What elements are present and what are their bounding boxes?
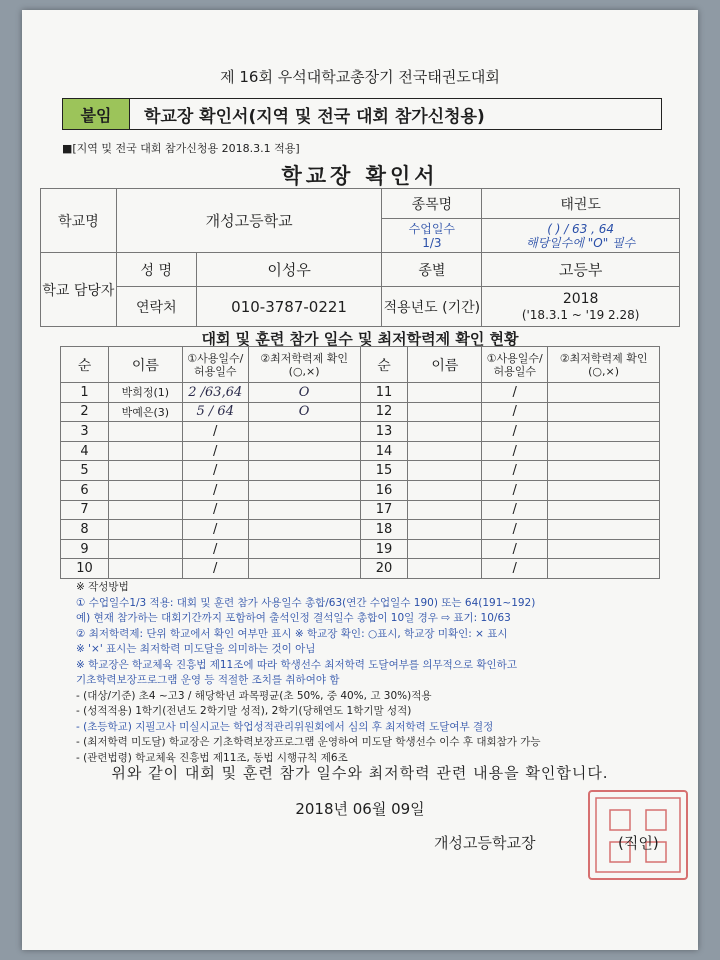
issue-date: 2018년 06월 09일 bbox=[295, 800, 425, 818]
event-label: 종목명 bbox=[382, 189, 482, 219]
row-check bbox=[248, 480, 360, 500]
row-days: / bbox=[482, 539, 548, 559]
row-number: 9 bbox=[61, 539, 109, 559]
class-days-label-1: 수업일수 bbox=[408, 221, 456, 236]
row-name bbox=[108, 422, 182, 442]
contact-label: 연락처 bbox=[116, 287, 196, 327]
row-days: / bbox=[482, 559, 548, 579]
table-row bbox=[61, 461, 660, 481]
instruction-line: - (관련법령) 학교체육 진흥법 제11조, 동법 시행규칙 제6조 bbox=[76, 751, 348, 764]
class-days-value bbox=[482, 219, 680, 253]
row-check bbox=[548, 461, 660, 481]
row-check bbox=[548, 559, 660, 579]
col-check-2: ②최저학력제 확인(○,×) bbox=[548, 347, 660, 383]
col-days-2: ①사용일수/ 허용일수 bbox=[482, 347, 548, 383]
row-number: 3 bbox=[61, 422, 109, 442]
document-paper bbox=[22, 10, 698, 950]
row-days: / bbox=[482, 480, 548, 500]
section-title: 대회 및 훈련 참가 일수 및 최저학력제 확인 현황 bbox=[201, 330, 519, 348]
row-name bbox=[408, 559, 482, 579]
col-name-2: 이름 bbox=[408, 347, 482, 383]
row-number: 2 bbox=[61, 402, 109, 422]
row-name bbox=[108, 520, 182, 540]
row-name bbox=[408, 383, 482, 403]
row-number: 18 bbox=[360, 520, 408, 540]
row-check bbox=[248, 520, 360, 540]
row-name bbox=[408, 422, 482, 442]
attachment-badge: 붙임 bbox=[63, 99, 130, 129]
staff-label: 학교 담당자 bbox=[41, 253, 117, 327]
table-row bbox=[61, 441, 660, 461]
col-name: 이름 bbox=[108, 347, 182, 383]
event-title: 제 16회 우석대학교총장기 전국태권도대회 bbox=[220, 68, 500, 86]
participation-table bbox=[60, 346, 660, 579]
table-body bbox=[61, 383, 660, 579]
row-check bbox=[548, 480, 660, 500]
row-days: / bbox=[482, 500, 548, 520]
info-table bbox=[40, 188, 680, 327]
event-value: 태권도 bbox=[482, 189, 680, 219]
row-check bbox=[248, 441, 360, 461]
row-name bbox=[408, 500, 482, 520]
table-row bbox=[61, 480, 660, 500]
row-check bbox=[548, 500, 660, 520]
row-number: 13 bbox=[360, 422, 408, 442]
instruction-line: - (성적적용) 1학기(전년도 2학기말 성적), 2학기(당해연도 1학기말 성적) bbox=[76, 705, 412, 717]
row-number: 11 bbox=[360, 383, 408, 403]
year-cell bbox=[482, 287, 680, 327]
year-label: 적용년도 (기간) bbox=[382, 287, 482, 327]
name-value: 이성우 bbox=[196, 253, 382, 287]
row-days: / bbox=[482, 402, 548, 422]
row-name bbox=[408, 480, 482, 500]
row-check bbox=[548, 402, 660, 422]
col-no-2: 순 bbox=[360, 347, 408, 383]
row-number: 8 bbox=[61, 520, 109, 540]
row-name bbox=[108, 559, 182, 579]
table-row bbox=[61, 383, 660, 403]
division-label: 종별 bbox=[382, 253, 482, 287]
principal-name: 개성고등학교장 bbox=[434, 834, 536, 852]
row-check: O bbox=[248, 383, 360, 403]
row-days: / bbox=[482, 520, 548, 540]
row-check bbox=[548, 422, 660, 442]
school-name: 개성고등학교 bbox=[116, 189, 382, 253]
row-check: O bbox=[248, 402, 360, 422]
row-days: 2 /63,64 bbox=[182, 383, 248, 403]
table-row bbox=[61, 402, 660, 422]
row-check bbox=[248, 422, 360, 442]
col-days: ①사용일수/ 허용일수 bbox=[182, 347, 248, 383]
instruction-line: ※ 학교장은 학교체육 진흥법 제11조에 따라 학생선수 최저학력 도달여부를 의무적으로 확인하고 bbox=[76, 658, 517, 671]
row-name bbox=[408, 461, 482, 481]
instruction-line: 예) 현재 참가하는 대회기간까지 포함하여 출석인정 결석일수 총합이 10일 경우 ⇨ 표기: 10/63 bbox=[76, 612, 511, 624]
row-number: 4 bbox=[61, 441, 109, 461]
row-number: 14 bbox=[360, 441, 408, 461]
instruction-line: ※ 작성방법 bbox=[76, 581, 129, 593]
row-number: 16 bbox=[360, 480, 408, 500]
year-period: ('18.3.1 ~ '19 2.28) bbox=[521, 307, 640, 322]
row-days: / bbox=[182, 520, 248, 540]
instruction-line: ① 수업일수1/3 적용: 대회 및 훈련 참가 사용일수 총합/63(연간 수업일수 190) 또는 64(191~192) bbox=[76, 596, 536, 609]
confirmation-text: 위와 같이 대회 및 훈련 참가 일수와 최저학력 관련 내용을 확인합니다. bbox=[111, 764, 609, 782]
main-title: 학교장 확인서(지역 및 전국 대회 참가신청용) bbox=[144, 106, 485, 127]
row-number: 19 bbox=[360, 539, 408, 559]
row-name bbox=[408, 539, 482, 559]
name-label: 성 명 bbox=[116, 253, 196, 287]
row-check bbox=[248, 461, 360, 481]
form-note: ■[지역 및 전국 대회 참가신청용 2018.3.1 적용] bbox=[62, 142, 300, 155]
row-name bbox=[108, 500, 182, 520]
row-days: / bbox=[182, 559, 248, 579]
title-bar bbox=[62, 98, 662, 130]
class-days-label bbox=[382, 219, 482, 253]
document-title: 학교장 확인서 bbox=[281, 164, 439, 188]
row-check bbox=[248, 559, 360, 579]
row-check bbox=[548, 441, 660, 461]
row-name bbox=[108, 441, 182, 461]
row-number: 6 bbox=[61, 480, 109, 500]
row-name: 박희정(1) bbox=[108, 383, 182, 403]
row-number: 17 bbox=[360, 500, 408, 520]
instruction-line: - (대상/기준) 초4 ~고3 / 해당학년 과목평균(초 50%, 중 40%, 고 30%)적용 bbox=[76, 689, 432, 702]
row-name bbox=[408, 402, 482, 422]
row-number: 1 bbox=[61, 383, 109, 403]
row-number: 5 bbox=[61, 461, 109, 481]
table-row bbox=[61, 500, 660, 520]
row-number: 7 bbox=[61, 500, 109, 520]
row-days: / bbox=[182, 500, 248, 520]
instruction-line: 기초학력보장프로그램 운영 등 적절한 조치를 취하여야 함 bbox=[76, 674, 340, 686]
row-check bbox=[248, 539, 360, 559]
row-name bbox=[108, 480, 182, 500]
row-check bbox=[548, 520, 660, 540]
table-row bbox=[61, 539, 660, 559]
row-check bbox=[548, 383, 660, 403]
instruction-line: ② 최저학력제: 단위 학교에서 확인 여부만 표시 ※ 학교장 확인: ○표시, 학교장 미확인: × 표시 bbox=[76, 627, 508, 640]
division-value: 고등부 bbox=[482, 253, 680, 287]
instruction-line: ※ '×' 표시는 최저학력 미도달을 의미하는 것이 아님 bbox=[76, 643, 316, 655]
row-days: / bbox=[482, 441, 548, 461]
row-check bbox=[248, 500, 360, 520]
row-check bbox=[548, 539, 660, 559]
row-days: / bbox=[182, 461, 248, 481]
row-name bbox=[408, 520, 482, 540]
table-row bbox=[61, 559, 660, 579]
class-days-label-2: 1/3 bbox=[422, 235, 442, 250]
row-days: / bbox=[182, 441, 248, 461]
school-label: 학교명 bbox=[41, 189, 117, 253]
table-row bbox=[61, 422, 660, 442]
class-days-note: 해당일수에 "O" 필수 bbox=[526, 235, 636, 250]
class-days-fraction: ( ) / 63 , 64 bbox=[547, 221, 615, 236]
year-value: 2018 bbox=[562, 290, 599, 307]
seal-label: (직인) bbox=[618, 834, 659, 852]
row-number: 20 bbox=[360, 559, 408, 579]
row-days: 5 / 64 bbox=[182, 402, 248, 422]
instruction-line: - (최저학력 미도달) 학교장은 기초학력보장프로그램 운영하여 미도달 학생선수 이수 후 대회참가 가능 bbox=[76, 736, 541, 748]
row-name: 박예은(3) bbox=[108, 402, 182, 422]
instructions bbox=[76, 580, 686, 766]
row-number: 15 bbox=[360, 461, 408, 481]
row-days: / bbox=[182, 539, 248, 559]
row-name bbox=[108, 461, 182, 481]
row-number: 12 bbox=[360, 402, 408, 422]
row-days: / bbox=[482, 383, 548, 403]
header-row bbox=[61, 347, 660, 383]
instruction-line: - (초등학교) 지필고사 미실시교는 학업성적관리위원회에서 심의 후 최저학력 도달여부 결정 bbox=[76, 720, 494, 733]
row-days: / bbox=[482, 422, 548, 442]
row-number: 10 bbox=[61, 559, 109, 579]
row-days: / bbox=[482, 461, 548, 481]
table-row bbox=[61, 520, 660, 540]
row-name bbox=[108, 539, 182, 559]
col-check: ②최저학력제 확인(○,×) bbox=[248, 347, 360, 383]
row-days: / bbox=[182, 480, 248, 500]
contact-value: 010-3787-0221 bbox=[196, 287, 382, 327]
row-days: / bbox=[182, 422, 248, 442]
row-name bbox=[408, 441, 482, 461]
col-no: 순 bbox=[61, 347, 109, 383]
